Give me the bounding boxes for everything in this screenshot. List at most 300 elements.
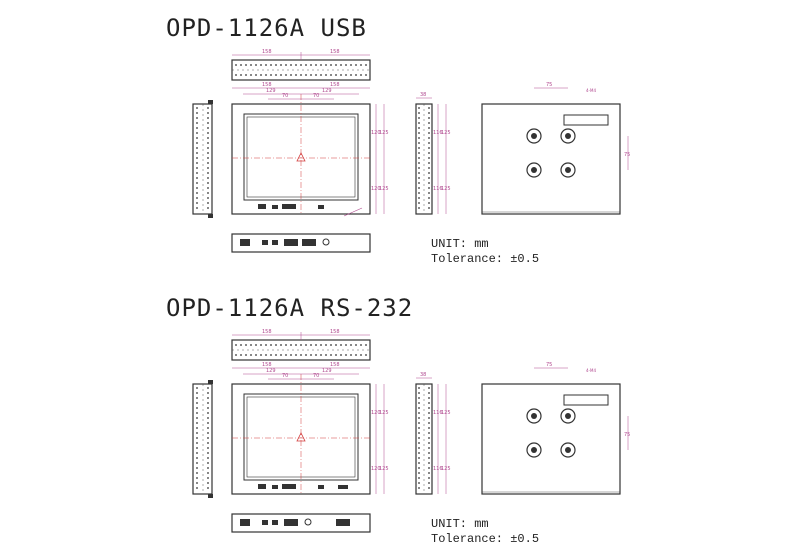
vent-hole xyxy=(418,182,420,184)
dim-front-r3: 70 xyxy=(313,373,320,379)
front-view xyxy=(232,362,389,494)
vent-hole xyxy=(207,392,209,394)
vent-hole xyxy=(360,344,362,346)
vent-hole xyxy=(290,354,292,356)
vent-hole xyxy=(428,397,430,399)
vent-hole xyxy=(207,162,209,164)
dim-front-l3: 70 xyxy=(282,373,289,379)
vent-hole xyxy=(355,64,357,66)
dim-front-r1: 158 xyxy=(330,362,340,368)
vent-hole xyxy=(285,354,287,356)
vent-hole xyxy=(325,344,327,346)
vent-hole xyxy=(235,74,237,76)
vent-hole xyxy=(325,64,327,66)
vent-hole xyxy=(418,177,420,179)
vent-hole xyxy=(196,387,198,389)
vent-hole xyxy=(418,392,420,394)
vent-hole xyxy=(320,74,322,76)
vent-hole xyxy=(290,64,292,66)
bottom-view xyxy=(232,234,370,252)
vent-hole xyxy=(207,452,209,454)
vent-hole xyxy=(320,344,322,346)
vent-hole xyxy=(428,152,430,154)
vent-hole xyxy=(315,74,317,76)
vent-hole xyxy=(250,74,252,76)
vent-hole xyxy=(418,187,420,189)
dim-v-lower2: 125 xyxy=(379,186,389,192)
vent-hole xyxy=(245,64,247,66)
vent-hole xyxy=(330,74,332,76)
vent-hole xyxy=(350,354,352,356)
vent-hole xyxy=(418,172,420,174)
dim-top-right: 158 xyxy=(330,49,340,55)
dim-top-left: 158 xyxy=(262,49,272,55)
vent-hole xyxy=(418,417,420,419)
vent-hole xyxy=(196,472,198,474)
vent-hole xyxy=(418,167,420,169)
vent-hole xyxy=(428,487,430,489)
vent-hole xyxy=(196,147,198,149)
vent-hole xyxy=(355,354,357,356)
vent-hole xyxy=(320,64,322,66)
vent-hole xyxy=(305,354,307,356)
vent-hole xyxy=(428,122,430,124)
vent-hole xyxy=(428,467,430,469)
vent-hole xyxy=(207,437,209,439)
vent-hole xyxy=(428,447,430,449)
vent-hole xyxy=(418,427,420,429)
vent-hole xyxy=(345,64,347,66)
vent-hole xyxy=(196,162,198,164)
vent-hole xyxy=(196,117,198,119)
vent-hole xyxy=(207,122,209,124)
vent-hole xyxy=(196,172,198,174)
vent-hole xyxy=(207,157,209,159)
vent-hole xyxy=(265,74,267,76)
vent-hole xyxy=(428,387,430,389)
drawing-title: OPD-1126A USB xyxy=(166,14,367,42)
vent-hole xyxy=(418,432,420,434)
vent-hole xyxy=(207,432,209,434)
vent-hole xyxy=(418,477,420,479)
vent-hole xyxy=(207,202,209,204)
vent-hole xyxy=(418,457,420,459)
vent-hole xyxy=(196,182,198,184)
vent-hole xyxy=(418,107,420,109)
drawing-title: OPD-1126A RS-232 xyxy=(166,294,414,322)
vent-hole xyxy=(428,132,430,134)
vent-hole xyxy=(207,177,209,179)
vent-hole xyxy=(196,202,198,204)
vent-hole xyxy=(428,147,430,149)
vent-hole xyxy=(207,417,209,419)
vent-hole xyxy=(196,392,198,394)
vent-hole xyxy=(428,477,430,479)
vent-hole xyxy=(235,344,237,346)
dim-front-l3: 70 xyxy=(282,93,289,99)
vent-hole xyxy=(207,142,209,144)
vent-hole xyxy=(428,112,430,114)
vent-hole xyxy=(196,457,198,459)
vent-hole xyxy=(305,64,307,66)
vent-hole xyxy=(305,344,307,346)
dim-side-v3: 116 xyxy=(433,466,443,472)
side-view xyxy=(416,372,451,494)
vent-hole xyxy=(196,127,198,129)
rear-view xyxy=(482,82,630,214)
vent-hole xyxy=(418,127,420,129)
vent-hole xyxy=(428,177,430,179)
dim-rear-h: 75 xyxy=(546,82,553,88)
vent-hole xyxy=(330,64,332,66)
vent-hole xyxy=(270,344,272,346)
vent-hole xyxy=(345,354,347,356)
vent-hole xyxy=(196,137,198,139)
vent-hole xyxy=(235,354,237,356)
dim-side-v2: 125 xyxy=(441,410,451,416)
dim-front-r3: 70 xyxy=(313,93,320,99)
dim-rear-v: 75 xyxy=(624,432,631,438)
vent-hole xyxy=(418,397,420,399)
vent-hole xyxy=(428,127,430,129)
vent-hole xyxy=(310,344,312,346)
vent-hole xyxy=(207,412,209,414)
vent-hole xyxy=(265,354,267,356)
vent-hole xyxy=(275,64,277,66)
vent-hole xyxy=(265,344,267,346)
vent-hole xyxy=(310,74,312,76)
vent-hole xyxy=(196,422,198,424)
vent-hole xyxy=(365,354,367,356)
vent-hole xyxy=(196,192,198,194)
technical-drawing-rs232 xyxy=(0,280,800,560)
vent-hole xyxy=(325,354,327,356)
vent-hole xyxy=(196,132,198,134)
vent-hole xyxy=(418,472,420,474)
vent-hole xyxy=(428,442,430,444)
vent-hole xyxy=(428,457,430,459)
left-side-view xyxy=(193,100,213,218)
vent-hole xyxy=(428,427,430,429)
vent-hole xyxy=(418,452,420,454)
vent-hole xyxy=(355,74,357,76)
vent-hole xyxy=(290,344,292,346)
vent-hole xyxy=(418,197,420,199)
vent-hole xyxy=(196,397,198,399)
vent-hole xyxy=(310,64,312,66)
vent-hole xyxy=(428,452,430,454)
dim-side-v4: 125 xyxy=(441,466,451,472)
vent-hole xyxy=(196,442,198,444)
vent-hole xyxy=(207,192,209,194)
vent-hole xyxy=(300,74,302,76)
vent-hole xyxy=(428,407,430,409)
vent-hole xyxy=(418,422,420,424)
vent-hole xyxy=(240,344,242,346)
vent-hole xyxy=(280,354,282,356)
vent-hole xyxy=(418,192,420,194)
vent-hole xyxy=(428,402,430,404)
unit-note: UNIT: mm xyxy=(431,237,489,251)
vent-hole xyxy=(315,354,317,356)
vent-hole xyxy=(255,74,257,76)
vent-hole xyxy=(330,354,332,356)
vent-hole xyxy=(285,64,287,66)
vent-hole xyxy=(428,182,430,184)
vent-hole xyxy=(196,482,198,484)
vent-hole xyxy=(300,64,302,66)
vent-hole xyxy=(207,457,209,459)
vent-hole xyxy=(295,74,297,76)
dim-v-upper: 120 xyxy=(371,130,381,136)
vent-hole xyxy=(335,64,337,66)
vent-hole xyxy=(300,354,302,356)
vent-hole xyxy=(305,74,307,76)
dim-v-upper2: 125 xyxy=(379,130,389,136)
vent-hole xyxy=(207,482,209,484)
vent-hole xyxy=(428,137,430,139)
vent-hole xyxy=(360,74,362,76)
vent-hole xyxy=(196,177,198,179)
vent-hole xyxy=(418,137,420,139)
vent-hole xyxy=(245,344,247,346)
vent-hole xyxy=(196,107,198,109)
vent-hole xyxy=(295,354,297,356)
vent-hole xyxy=(207,472,209,474)
vent-hole xyxy=(196,157,198,159)
vent-hole xyxy=(418,387,420,389)
vent-hole xyxy=(196,432,198,434)
vent-hole xyxy=(240,64,242,66)
vent-hole xyxy=(250,354,252,356)
vent-hole xyxy=(245,354,247,356)
vent-hole xyxy=(418,467,420,469)
dim-side-v2: 125 xyxy=(441,130,451,136)
vent-hole xyxy=(360,354,362,356)
vent-hole xyxy=(275,344,277,346)
vent-hole xyxy=(207,152,209,154)
vent-hole xyxy=(428,167,430,169)
vent-hole xyxy=(207,487,209,489)
vent-hole xyxy=(428,157,430,159)
dim-rear-h: 75 xyxy=(546,362,553,368)
vent-hole xyxy=(207,477,209,479)
dim-side-v1: 116 xyxy=(433,130,443,136)
vent-hole xyxy=(428,472,430,474)
vent-hole xyxy=(428,422,430,424)
vent-hole xyxy=(207,207,209,209)
vent-hole xyxy=(275,74,277,76)
dim-rear-hole: 4-M4 xyxy=(586,368,596,373)
vent-hole xyxy=(350,344,352,346)
vent-hole xyxy=(345,74,347,76)
vent-hole xyxy=(280,74,282,76)
vent-hole xyxy=(207,112,209,114)
vent-hole xyxy=(428,107,430,109)
vent-hole xyxy=(428,197,430,199)
vent-hole xyxy=(196,452,198,454)
dim-front-r1: 158 xyxy=(330,82,340,88)
vent-hole xyxy=(335,354,337,356)
vent-hole xyxy=(340,344,342,346)
vent-hole xyxy=(350,74,352,76)
vent-hole xyxy=(207,397,209,399)
vent-hole xyxy=(207,462,209,464)
vent-hole xyxy=(428,142,430,144)
dim-front-r2: 129 xyxy=(322,368,332,374)
vent-hole xyxy=(428,432,430,434)
vent-hole xyxy=(428,162,430,164)
dim-front-l1: 158 xyxy=(262,362,272,368)
vent-hole xyxy=(255,64,257,66)
vent-hole xyxy=(260,64,262,66)
vent-hole xyxy=(315,64,317,66)
dim-front-l1: 158 xyxy=(262,82,272,88)
vent-hole xyxy=(300,344,302,346)
vent-hole xyxy=(196,437,198,439)
vent-hole xyxy=(418,132,420,134)
vent-hole xyxy=(270,64,272,66)
vent-hole xyxy=(207,407,209,409)
vent-hole xyxy=(418,117,420,119)
vent-hole xyxy=(428,172,430,174)
vent-hole xyxy=(418,122,420,124)
notes-rs232 xyxy=(431,517,539,547)
vent-hole xyxy=(418,202,420,204)
dim-side-v4: 125 xyxy=(441,186,451,192)
front-view xyxy=(232,82,389,216)
dim-rear-v: 75 xyxy=(624,152,631,158)
unit-note: UNIT: mm xyxy=(431,517,489,531)
vent-hole xyxy=(196,467,198,469)
vent-hole xyxy=(196,187,198,189)
vent-hole xyxy=(240,354,242,356)
vent-hole xyxy=(330,344,332,346)
dim-v-lower: 120 xyxy=(371,466,381,472)
vent-hole xyxy=(207,197,209,199)
vent-hole xyxy=(428,417,430,419)
vent-hole xyxy=(428,207,430,209)
vent-hole xyxy=(196,122,198,124)
vent-hole xyxy=(207,137,209,139)
vent-hole xyxy=(207,447,209,449)
vent-hole xyxy=(207,182,209,184)
vent-hole xyxy=(270,354,272,356)
vent-hole xyxy=(196,427,198,429)
vent-hole xyxy=(418,142,420,144)
vent-hole xyxy=(196,152,198,154)
vent-hole xyxy=(418,437,420,439)
vent-hole xyxy=(207,172,209,174)
dim-side-depth: 38 xyxy=(420,92,427,98)
vent-hole xyxy=(418,207,420,209)
vent-hole xyxy=(280,64,282,66)
vent-hole xyxy=(196,462,198,464)
vent-hole xyxy=(207,132,209,134)
vent-hole xyxy=(290,74,292,76)
vent-hole xyxy=(265,64,267,66)
vent-hole xyxy=(428,482,430,484)
vent-hole xyxy=(260,354,262,356)
vent-hole xyxy=(207,127,209,129)
vent-hole xyxy=(196,407,198,409)
dim-front-l2: 129 xyxy=(266,88,276,94)
vent-hole xyxy=(196,447,198,449)
vent-hole xyxy=(418,162,420,164)
dim-side-v3: 116 xyxy=(433,186,443,192)
vent-hole xyxy=(365,64,367,66)
vent-hole xyxy=(207,427,209,429)
vent-hole xyxy=(365,74,367,76)
dim-v-lower: 120 xyxy=(371,186,381,192)
vent-hole xyxy=(250,344,252,346)
vent-hole xyxy=(428,392,430,394)
vent-hole xyxy=(235,64,237,66)
vent-hole xyxy=(196,402,198,404)
dim-v-lower2: 125 xyxy=(379,466,389,472)
vent-hole xyxy=(340,354,342,356)
dim-front-l2: 129 xyxy=(266,368,276,374)
vent-hole xyxy=(418,487,420,489)
vent-hole xyxy=(428,117,430,119)
vent-hole xyxy=(335,74,337,76)
vent-hole xyxy=(418,462,420,464)
vent-hole xyxy=(325,74,327,76)
vent-hole xyxy=(340,64,342,66)
vent-hole xyxy=(295,64,297,66)
tolerance-note: Tolerance: ±0.5 xyxy=(431,532,540,546)
rear-view xyxy=(482,362,630,494)
vent-hole xyxy=(275,354,277,356)
vent-hole xyxy=(196,477,198,479)
vent-hole xyxy=(418,412,420,414)
vent-hole xyxy=(418,482,420,484)
vent-hole xyxy=(428,437,430,439)
dim-v-upper: 120 xyxy=(371,410,381,416)
tolerance-note: Tolerance: ±0.5 xyxy=(431,252,540,266)
vent-hole xyxy=(360,64,362,66)
vent-hole xyxy=(418,152,420,154)
vent-hole xyxy=(260,74,262,76)
vent-hole xyxy=(207,402,209,404)
vent-hole xyxy=(196,487,198,489)
vent-hole xyxy=(207,387,209,389)
vent-hole xyxy=(280,344,282,346)
vent-hole xyxy=(207,117,209,119)
vent-hole xyxy=(428,202,430,204)
vent-hole xyxy=(207,442,209,444)
vent-hole xyxy=(250,64,252,66)
vent-hole xyxy=(340,74,342,76)
side-view xyxy=(416,92,451,214)
vent-hole xyxy=(260,344,262,346)
vent-hole xyxy=(418,157,420,159)
vent-hole xyxy=(196,167,198,169)
vent-hole xyxy=(418,442,420,444)
vent-hole xyxy=(196,112,198,114)
notes-usb xyxy=(431,237,539,267)
dim-side-depth: 38 xyxy=(420,372,427,378)
vent-hole xyxy=(428,412,430,414)
vent-hole xyxy=(196,197,198,199)
dim-v-upper2: 125 xyxy=(379,410,389,416)
vent-hole xyxy=(428,192,430,194)
vent-hole xyxy=(428,187,430,189)
vent-hole xyxy=(270,74,272,76)
vent-hole xyxy=(428,462,430,464)
vent-hole xyxy=(196,207,198,209)
vent-hole xyxy=(207,467,209,469)
